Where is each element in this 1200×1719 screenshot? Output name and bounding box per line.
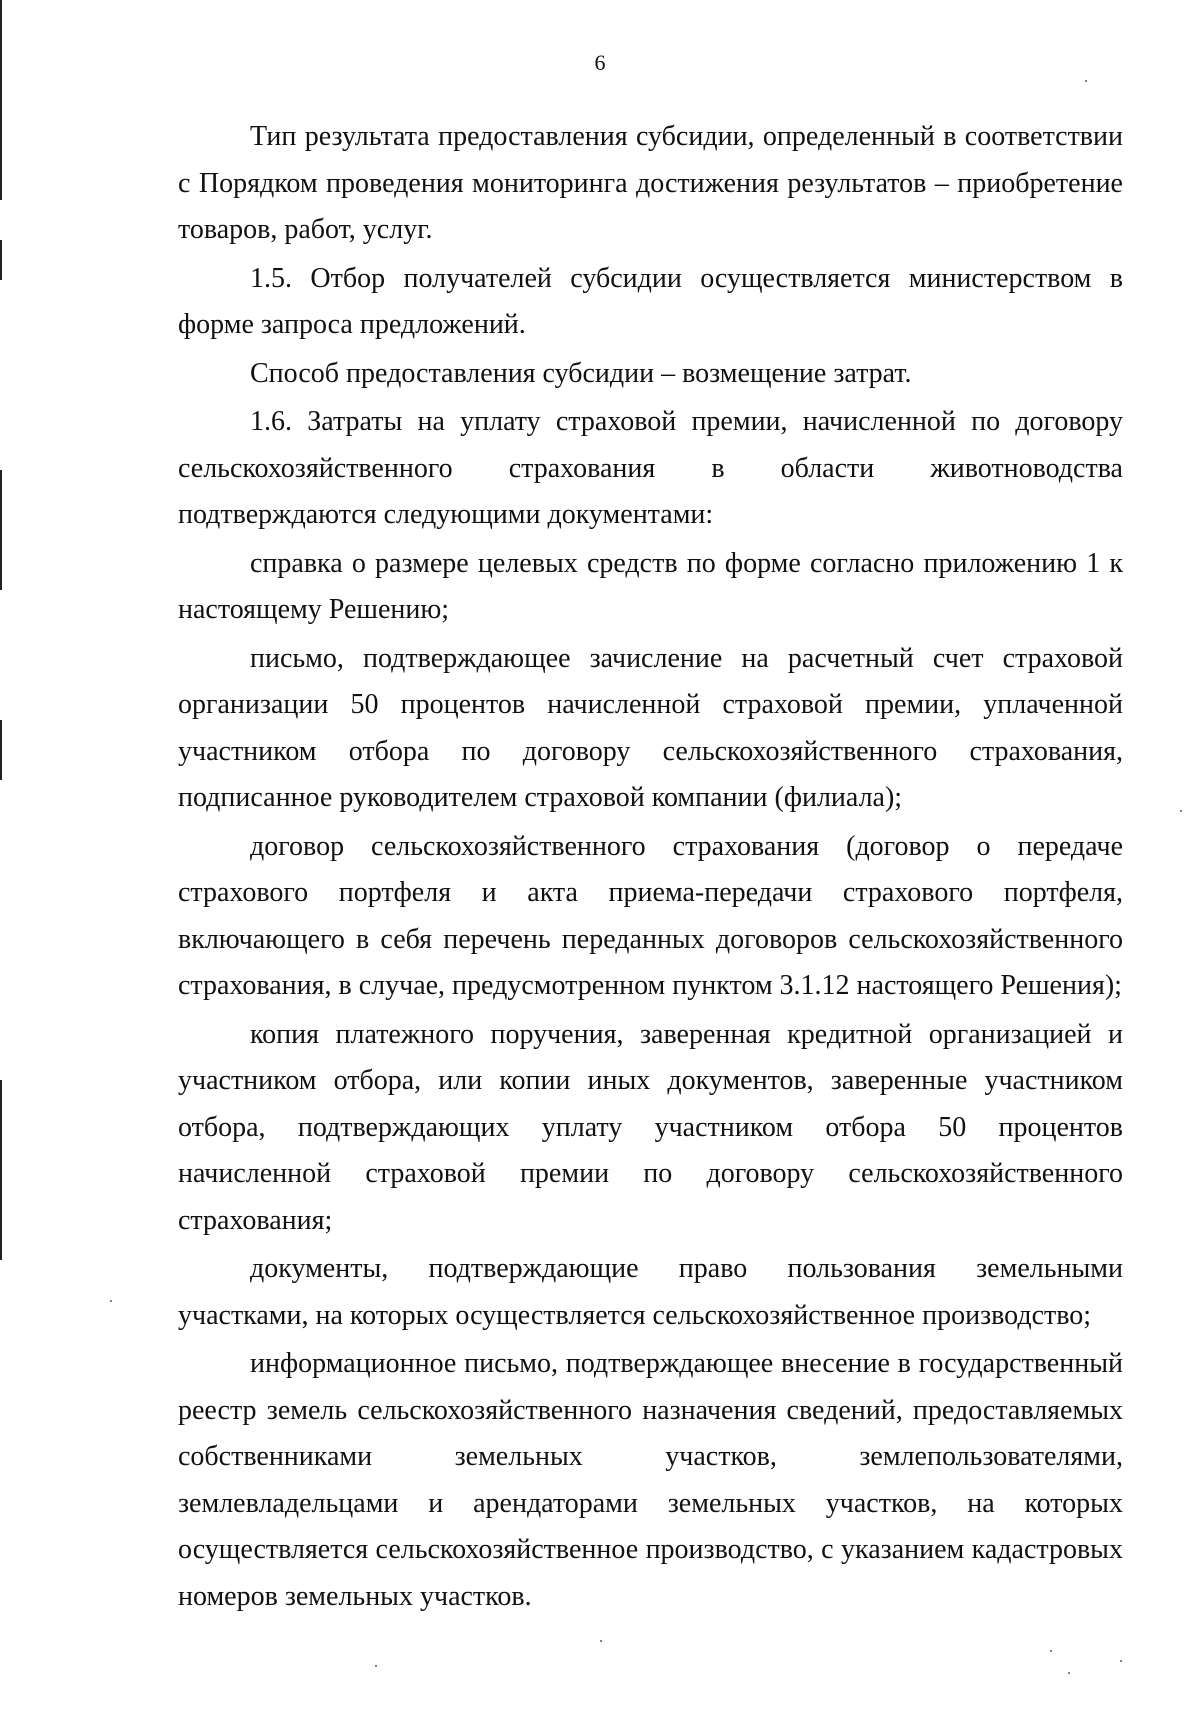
list-item-land-rights: документы, подтверждающие право пользования земельными участками, на которых осуществляется сельскохозяйственное производство; xyxy=(178,1253,1123,1331)
paragraph-result-type: Тип результата предоставления субсидии, определенный в соответствии с Порядком проведения мониторинга достижения результатов – приобретение товаров, работ, услуг. xyxy=(178,121,1123,245)
scan-speck xyxy=(1085,80,1087,82)
list-item-reference: справка о размере целевых средств по форме согласно приложению 1 к настоящему Решению; xyxy=(178,547,1123,625)
scan-edge-mark xyxy=(0,470,2,590)
scan-speck xyxy=(600,1640,602,1642)
paragraph-costs-documents: 1.6. Затраты на уплату страховой премии, начисленной по договору сельскохозяйственного страхования в области животноводства подтверждаются следующими документами: xyxy=(178,406,1123,530)
paragraph-selection-form: 1.5. Отбор получателей субсидии осуществляется министерством в форме запроса предложений. xyxy=(178,262,1123,340)
document-body xyxy=(178,114,1123,1622)
scan-speck xyxy=(1068,1672,1070,1674)
scan-edge-mark xyxy=(0,720,2,780)
scan-speck xyxy=(1050,1650,1052,1652)
scan-edge-mark xyxy=(0,1080,2,1260)
paragraph-subsidy-method: Способ предоставления субсидии – возмещение затрат. xyxy=(250,357,912,389)
scan-edge-mark xyxy=(0,240,2,280)
list-item-contract: договор сельскохозяйственного страхования (договор о передаче страхового портфеля и акта приема-передачи страхового портфеля, включающего в себя перечень переданных договоров сельскохозяйственного страхования, в случае, предусмотренном пунктом 3.1.12 настоящего Решения); xyxy=(178,830,1123,1001)
scan-speck xyxy=(1120,1660,1122,1662)
scan-speck xyxy=(375,1665,377,1667)
list-item-info-letter: информационное письмо, подтверждающее внесение в государственный реестр земель сельскохозяйственного назначения сведений, предоставляемых собственниками земельных участков, землепользователями, землевладельцами и арендаторами земельных участков, на которых осуществляется сельскохозяйственное производство, с указанием кадастровых номеров земельных участков. xyxy=(178,1348,1123,1612)
list-item-payment-order: копия платежного поручения, заверенная кредитной организацией и участником отбора, или копии иных документов, заверенные участником отбора, подтверждающих уплату участником отбора 50 процентов начисленной страховой премии по договору сельскохозяйственного страхования; xyxy=(178,1018,1123,1236)
scan-speck xyxy=(110,1300,112,1302)
page-number: 6 xyxy=(594,50,606,75)
scan-speck xyxy=(1180,810,1182,812)
scan-edge-mark xyxy=(0,0,2,200)
list-item-letter: письмо, подтверждающее зачисление на расчетный счет страховой организации 50 процентов начисленной страховой премии, уплаченной участником отбора по договору сельскохозяйственного страхования, подписанное руководителем страховой компании (филиала); xyxy=(178,642,1123,813)
